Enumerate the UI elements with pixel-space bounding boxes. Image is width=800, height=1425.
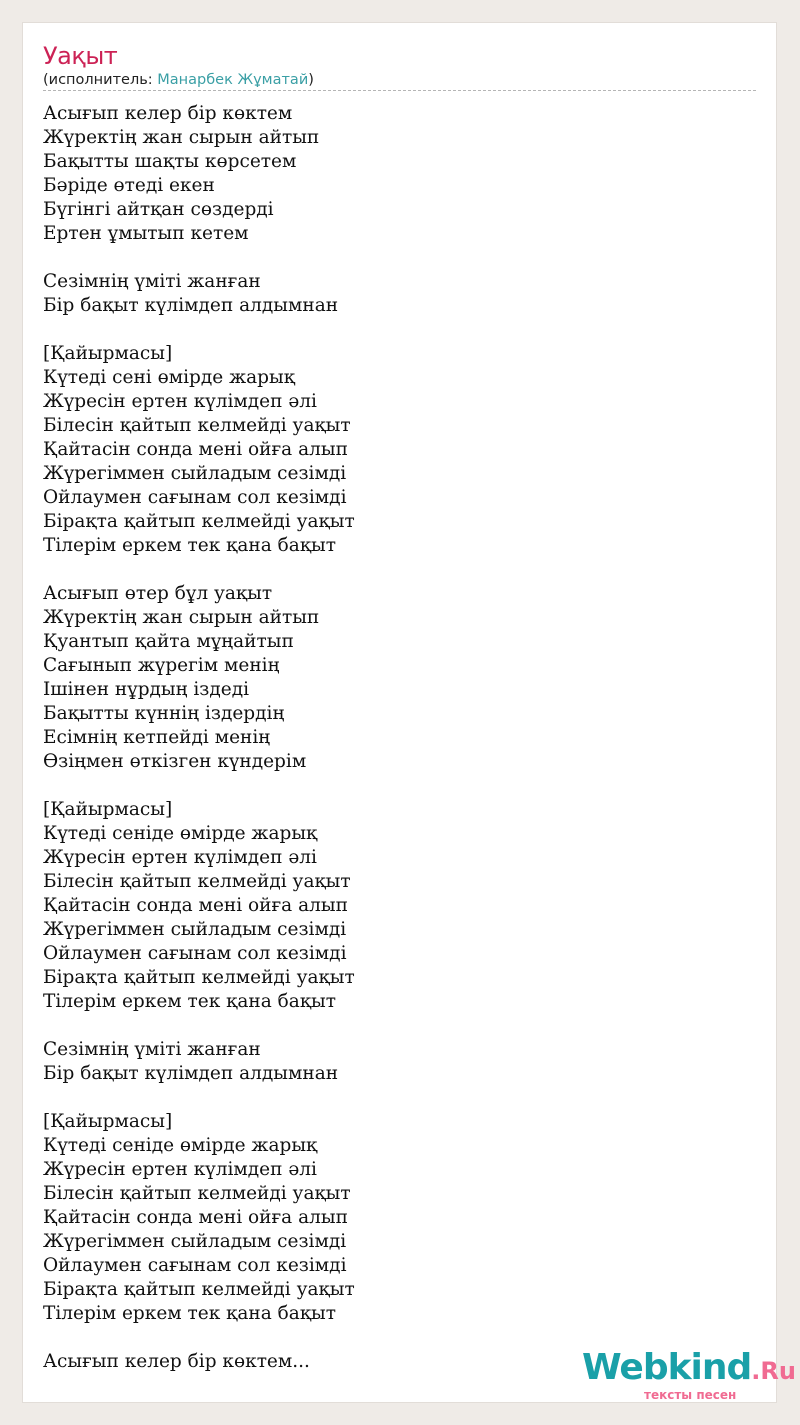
lyric-line: Ойлаумен сағынам сол кезімді [43,487,347,508]
lyric-line: Өзіңмен өткізген күндерім [43,751,307,772]
lyric-line: Сағынып жүрегім менің [43,655,280,676]
lyric-line: Қуантып қайта мұңайтып [43,631,294,652]
blank-line [43,774,355,798]
lyric-line: Білесін қайтып келмейді уақыт [43,871,351,892]
lyric-line: Жүрегіммен сыйладым сезімді [43,463,347,484]
lyric-line: Жүресін ертен күлімдеп әлі [43,847,317,868]
artist-prefix: (исполнитель: [43,72,158,88]
lyric-line: Жүректің жан сырын айтып [43,607,320,628]
lyric-line: Ойлаумен сағынам сол кезімді [43,1255,347,1276]
lyric-line: Сезімнің үміті жанған [43,271,261,292]
logo-main: Webkind [582,1347,752,1388]
lyrics-card [22,22,777,1403]
lyric-line: Тілерім еркем тек қана бақыт [43,535,337,556]
lyric-line: Бірақта қайтып келмейді уақыт [43,511,355,532]
lyric-line: Есімнің кетпейді менің [43,727,271,748]
blank-line [43,246,355,270]
artist-suffix: ) [308,72,314,88]
lyric-line: Асығып келер бір көктем... [43,1351,310,1372]
blank-line [43,558,355,582]
lyric-line: Күтеді сеніде өмірде жарық [43,1135,318,1156]
lyric-line: Ішінен нұрдың іздеді [43,679,250,700]
logo-tagline: тексты песен [644,1388,737,1402]
lyrics-text [43,102,355,1374]
lyric-line: Жүрегіммен сыйладым сезімді [43,919,347,940]
lyric-line: Қайтасін сонда мені ойға алып [43,439,348,460]
lyric-line: Бір бақыт күлімдеп алдымнан [43,1063,339,1084]
blank-line [43,1326,355,1350]
logo-wordmark [582,1347,796,1388]
lyric-line: Тілерім еркем тек қана бақыт [43,991,337,1012]
lyric-line: Күтеді сені өмірде жарық [43,367,295,388]
lyric-line: Ойлаумен сағынам сол кезімді [43,943,347,964]
webkind-logo[interactable] [582,1347,796,1410]
artist-line [43,72,314,89]
lyric-line: Бірақта қайтып келмейді уақыт [43,967,355,988]
blank-line [43,1014,355,1038]
blank-line [43,1086,355,1110]
divider [43,90,756,91]
lyric-line: Жүрегіммен сыйладым сезімді [43,1231,347,1252]
lyric-line: Қайтасін сонда мені ойға алып [43,895,348,916]
logo-tld: .Ru [751,1357,796,1385]
lyric-line: Бірақта қайтып келмейді уақыт [43,1279,355,1300]
lyric-line: Сезімнің үміті жанған [43,1039,261,1060]
lyric-line: Асығып келер бір көктем [43,103,293,124]
lyric-line: Білесін қайтып келмейді уақыт [43,1183,351,1204]
lyric-line: Жүресін ертен күлімдеп әлі [43,391,317,412]
lyric-line: Бір бақыт күлімдеп алдымнан [43,295,339,316]
lyric-line: Асығып өтер бұл уақыт [43,583,273,604]
lyric-line: Қайтасін сонда мені ойға алып [43,1207,348,1228]
lyric-line: Тілерім еркем тек қана бақыт [43,1303,337,1324]
lyric-line: Жүректің жан сырын айтып [43,127,320,148]
song-title: Уақыт [43,42,118,70]
lyric-line: Ертен ұмытып кетем [43,223,249,244]
lyric-line: Күтеді сеніде өмірде жарық [43,823,318,844]
lyric-line: Жүресін ертен күлімдеп әлі [43,1159,317,1180]
blank-line [43,318,355,342]
lyric-line: [Қайырмасы] [43,343,173,364]
lyric-line: Білесін қайтып келмейді уақыт [43,415,351,436]
lyric-line: [Қайырмасы] [43,799,173,820]
artist-link[interactable]: Манарбек Жұматай [157,72,309,88]
lyric-line: Бақытты күннің іздердің [43,703,285,724]
lyric-line: Бақытты шақты көрсетем [43,151,297,172]
lyric-line: [Қайырмасы] [43,1111,173,1132]
lyric-line: Бәріде өтеді екен [43,175,215,196]
lyric-line: Бүгінгі айтқан сөздерді [43,199,274,220]
